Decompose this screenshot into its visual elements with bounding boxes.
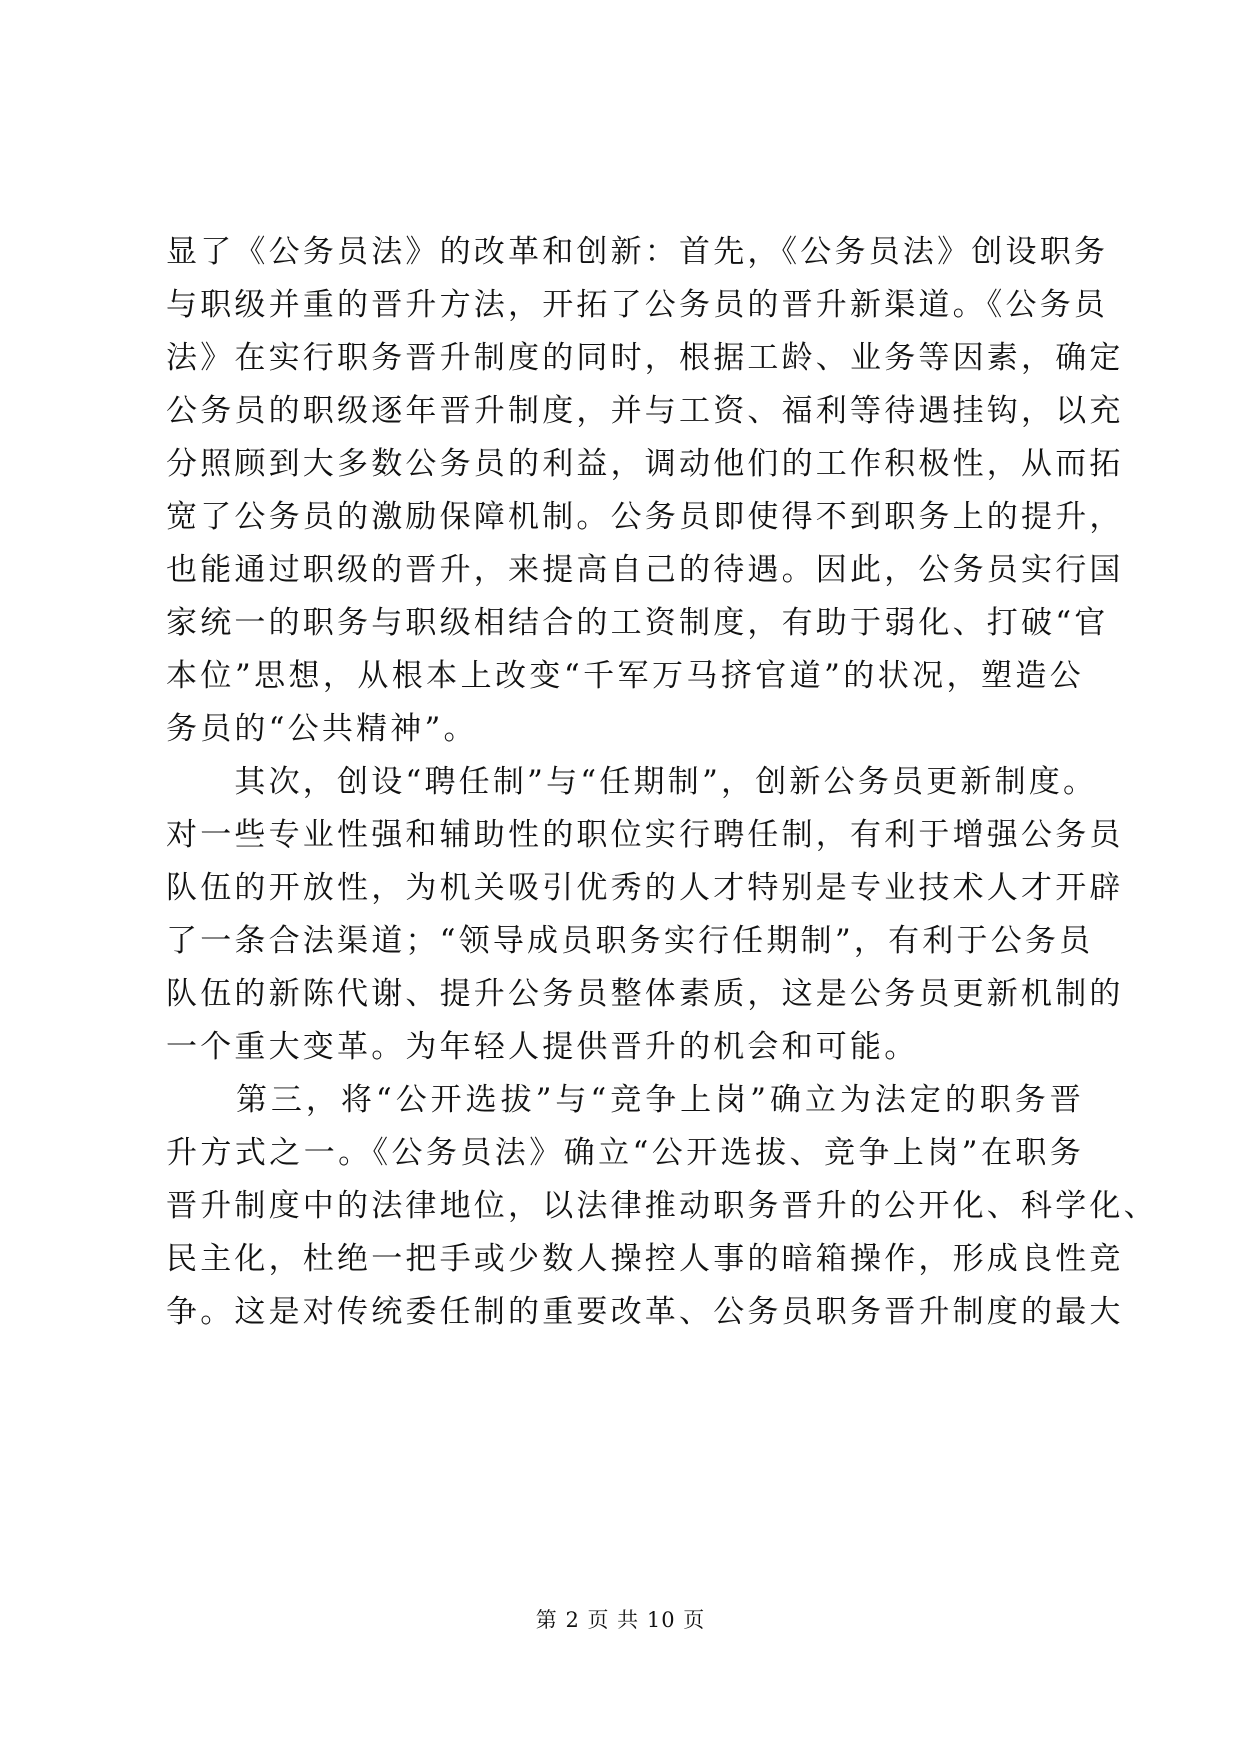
text-line: 家统一的职务与职级相结合的工资制度，有助于弱化、打破“官 <box>166 605 1109 641</box>
text-line: 显了《公务员法》的改革和创新：首先，《公务员法》创设职务 <box>166 234 1109 270</box>
text-line: 宽了公务员的激励保障机制。公务员即使得不到职务上的提升， <box>166 499 1124 535</box>
text-line: 其次，创设“聘任制”与“任期制”，创新公务员更新制度。 <box>166 764 1098 800</box>
text-line: 务员的“公共精神”。 <box>166 711 478 747</box>
text-line: 晋升制度中的法律地位，以法律推动职务晋升的公开化、科学化、 <box>166 1188 1158 1224</box>
text-line: 分照顾到大多数公务员的利益，调动他们的工作积极性，从而拓 <box>166 446 1124 482</box>
text-line: 本位”思想，从根本上改变“千军万马挤官道”的状况，塑造公 <box>166 658 1084 694</box>
text-line: 法》在实行职务晋升制度的同时，根据工龄、业务等因素，确定 <box>166 340 1124 376</box>
text-line: 公务员的职级逐年晋升制度，并与工资、福利等待遇挂钩，以充 <box>166 393 1124 429</box>
page-footer: 第 2 页 共 10 页 <box>535 1608 706 1632</box>
text-line: 队伍的新陈代谢、提升公务员整体素质，这是公务员更新机制的 <box>166 976 1124 1012</box>
text-line: 争。这是对传统委任制的重要改革、公务员职务晋升制度的最大 <box>166 1294 1124 1330</box>
text-line: 队伍的开放性，为机关吸引优秀的人才特别是专业技术人才开辟 <box>166 870 1124 906</box>
text-line: 也能通过职级的晋升，来提高自己的待遇。因此，公务员实行国 <box>166 552 1124 588</box>
text-line: 升方式之一。《公务员法》确立“公开选拔、竞争上岗”在职务 <box>166 1135 1084 1171</box>
body-text <box>166 226 1158 1339</box>
text-line: 了一条合法渠道；“领导成员职务实行任期制”，有利于公务员 <box>166 923 1094 959</box>
text-line: 与职级并重的晋升方法，开拓了公务员的晋升新渠道。《公务员 <box>166 287 1109 323</box>
text-line: 一个重大变革。为年轻人提供晋升的机会和可能。 <box>166 1029 919 1065</box>
text-line: 民主化，杜绝一把手或少数人操控人事的暗箱操作，形成良性竞 <box>166 1241 1124 1277</box>
text-line: 对一些专业性强和辅助性的职位实行聘任制，有利于增强公务员 <box>166 817 1124 853</box>
text-line: 第三，将“公开选拔”与“竞争上岗”确立为法定的职务晋 <box>166 1082 1084 1118</box>
